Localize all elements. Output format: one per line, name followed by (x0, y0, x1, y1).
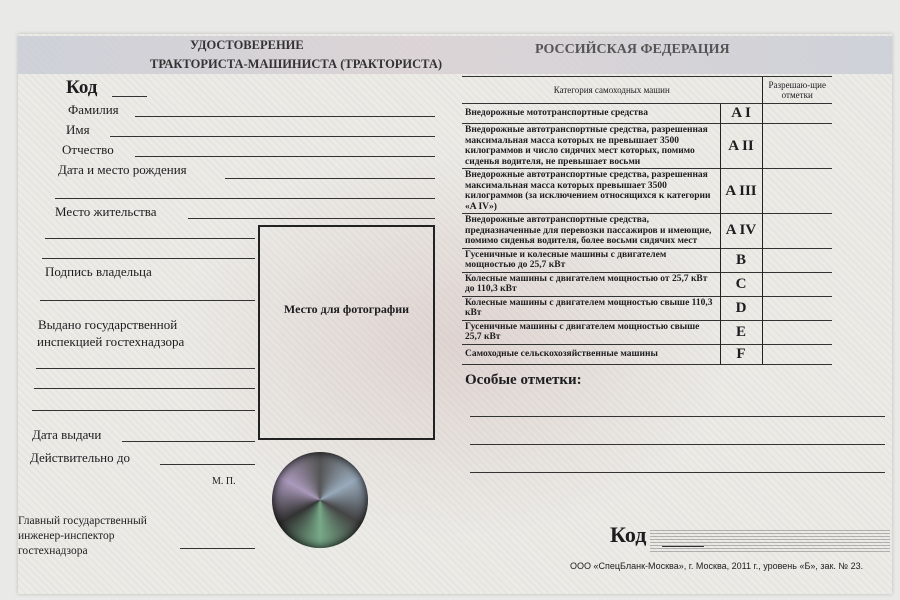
valid-until-field[interactable] (160, 464, 255, 465)
special-marks-line[interactable] (470, 389, 885, 417)
header-category: Категория самоходных машин (462, 77, 762, 104)
bottom-code-label: Код (610, 522, 647, 547)
stamp-label: М. П. (212, 476, 236, 487)
hologram (272, 452, 368, 548)
issued-label-1: Выдано государственной (38, 317, 178, 332)
mark-cell[interactable] (762, 104, 832, 124)
special-marks-label: Особые отметки: (465, 371, 582, 388)
photo-label: Место для фотографии (283, 302, 410, 316)
surname-label: Фамилия (68, 102, 119, 117)
birth-field[interactable] (225, 178, 435, 179)
valid-until-label: Действительно до (30, 450, 130, 465)
security-stripes (650, 530, 890, 552)
issued-label-2: инспекцией гостехнадзора (37, 334, 185, 349)
printer-info: ООО «СпецБланк-Москва», г. Москва, 2011 г., уровень «Б», зак. № 23. (570, 561, 864, 571)
residence-label: Место жительства (55, 204, 157, 219)
birth-label: Дата и место рождения (58, 162, 187, 177)
title-line-1: УДОСТОВЕРЕНИЕ (190, 38, 304, 52)
special-marks-line[interactable] (470, 417, 885, 445)
issue-date-field[interactable] (122, 441, 255, 442)
photo-box (258, 225, 435, 440)
special-marks-line[interactable] (470, 445, 885, 473)
country-title: РОССИЙСКАЯ ФЕДЕРАЦИЯ (535, 42, 730, 57)
issue-date-label: Дата выдачи (32, 427, 102, 442)
inspector-label: Главный государственный инженер-инспектор гостехнадзора (18, 515, 147, 557)
code-label: Код (66, 77, 98, 98)
signature-field[interactable] (40, 300, 255, 301)
patronymic-field[interactable] (135, 156, 435, 157)
name-field[interactable] (110, 136, 435, 137)
surname-field[interactable] (135, 116, 435, 117)
name-label: Имя (66, 122, 90, 137)
signature-label: Подпись владельца (45, 264, 152, 279)
row-desc: Внедорожные мототранспортные средства (462, 104, 720, 124)
title-line-2: ТРАКТОРИСТА-МАШИНИСТА (ТРАКТОРИСТА) (150, 57, 443, 71)
right-page-content (462, 76, 887, 473)
categories-table: Категория самоходных машин Разрешаю-щие отметки Внедорожные мототранспортные средства A I Внедорожные автотранспортные средства, разрешенная максимальная масса которых не превышает 3500 килограммов и число сидячих мест которых, помимо сиденья водителя, не превышает восьми A II Внедорожные автотранспортные средства, разрешенная максимальная масса которых превышает 3500 килограммов (за исключением относящихся к категории «A IV») A III Внедорожные автотранспортные средства, предназначенные для перевозки пассажиров и имеющие, помимо сиденья водителя, более восьми сидячих мест A IV Гусеничные и колесные машины с двигателем мощностью до 25,7 кВт B Колесные машины с двигателем мощностью от 25,7 кВт до 110,3 кВт C Колесные машины с двигателем мощностью свыше 110,3 кВт D Гусеничные машины с двигателем мощностью свыше 25,7 кВт E Самоходные сельскохозяйственные машины F (462, 76, 832, 365)
patronymic-label: Отчество (62, 142, 114, 157)
residence-field[interactable] (188, 218, 435, 219)
header-marks: Разрешаю-щие отметки (762, 77, 832, 104)
